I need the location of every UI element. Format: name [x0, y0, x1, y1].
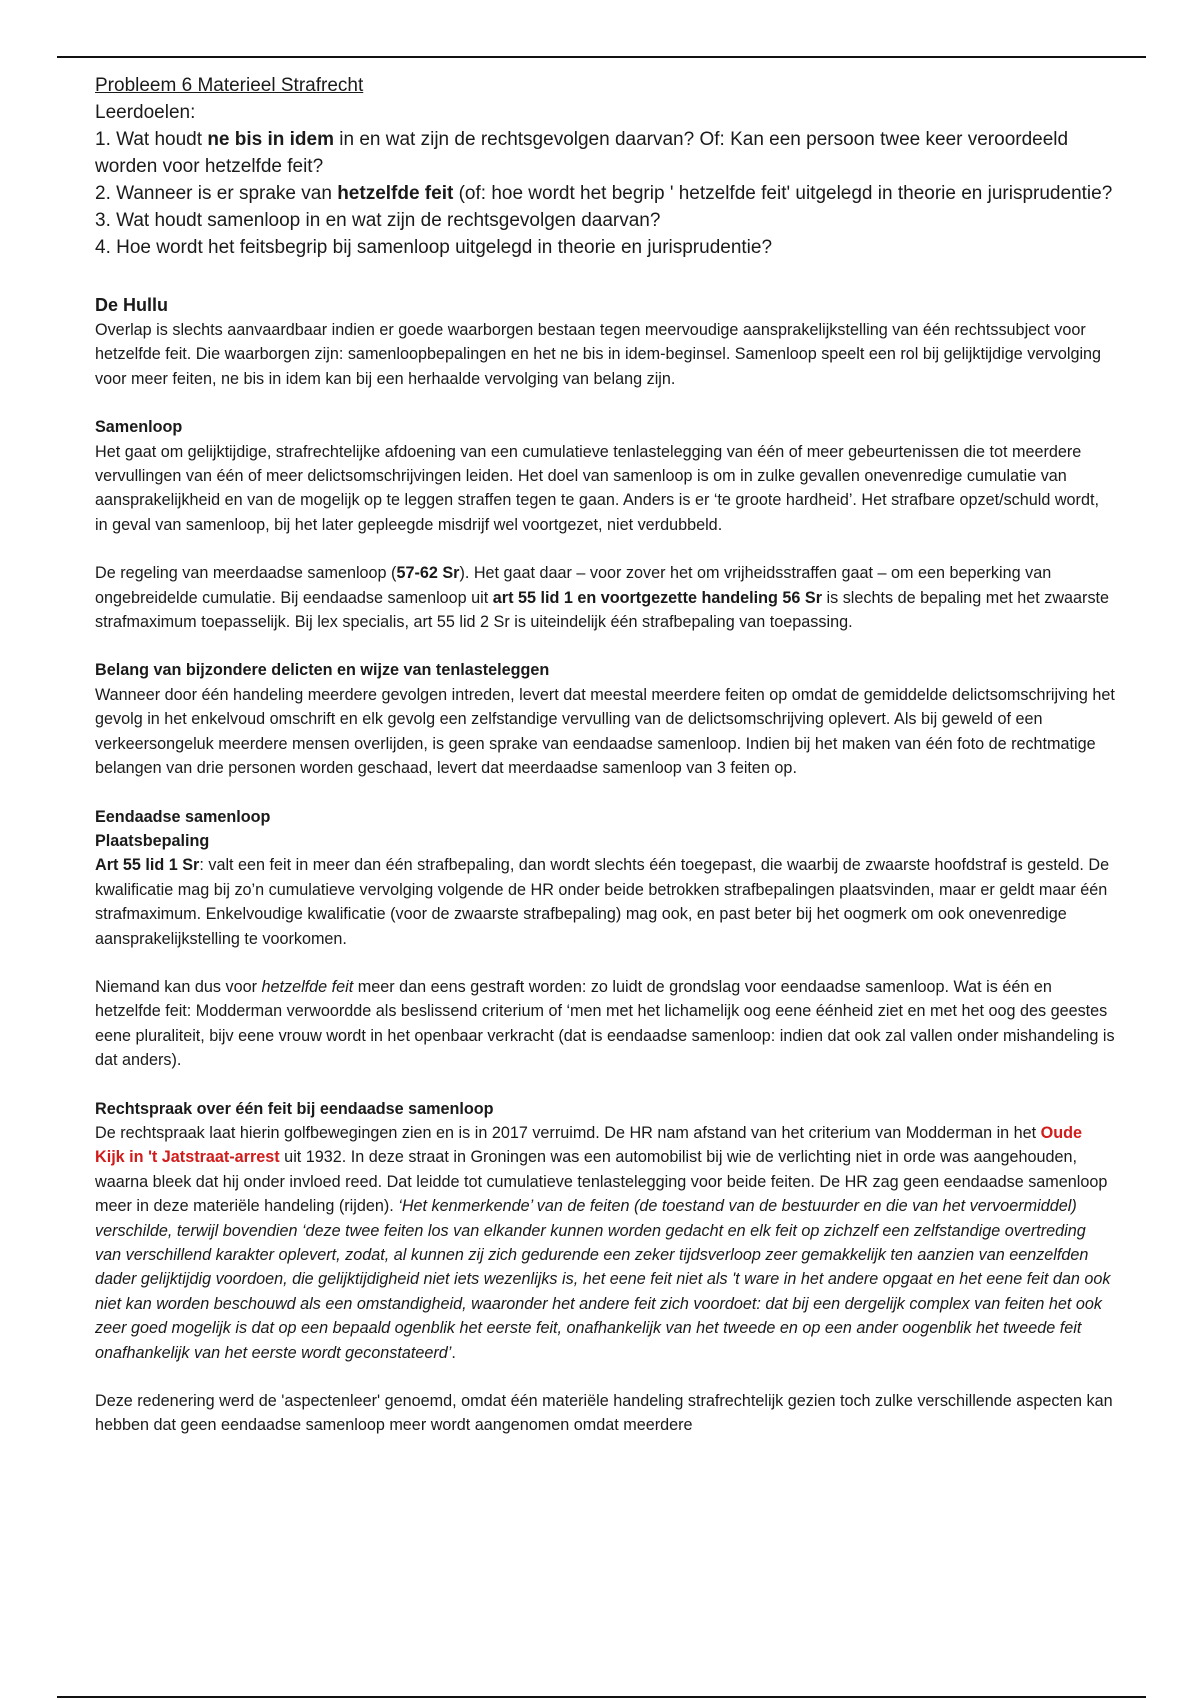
learning-goal-2: 2. Wanneer is er sprake van hetzelfde feit (of: hoe wordt het begrip ' hetzelfde feit' uitgelegd in theorie en jurisprudentie? [95, 183, 1113, 204]
leerdoelen-label: Leerdoelen: [95, 102, 196, 123]
footer-rule [57, 1696, 1146, 1698]
paragraph-de-hullu: Overlap is slechts aanvaardbaar indien er goede waarborgen bestaan tegen meervoudige aansprakelijkstelling van één rechtssubject voor hetzelfde feit. Die waarborgen zijn: samenloopbepalingen en het ne bis in idem-beginsel. Samenloop speelt een rol bij gelijktijdige vervolging voor meer feiten, ne bis in idem kan bij een herhaalde vervolging van belang zijn. [95, 321, 1102, 388]
document-header [95, 72, 1115, 261]
learning-goal-1: 1. Wat houdt ne bis in idem in en wat zijn de rechtsgevolgen daarvan? Of: Kan een persoon twee keer veroordeeld worden voor hetzelfde feit? [95, 129, 1069, 177]
section-heading-samenloop: Samenloop [95, 418, 183, 437]
learning-goal-3: 3. Wat houdt samenloop in en wat zijn de rechtsgevolgen daarvan? [95, 210, 661, 231]
paragraph-rechtspraak-1: De rechtspraak laat hierin golfbewegingen zien en is in 2017 verruimd. De HR nam afstand van het criterium van Modderman in het Oude Kijk in 't Jatstraat-arrest uit 1932. In deze straat in Groningen was een automobilist bij wie de verlichting niet in orde was aangehouden, waarna bleek dat hij onder invloed reed. Dat leidde tot cumulatieve tenlastelegging voor beide feiten. De HR zag geen eendaadse samenloop meer in deze materiële handeling (rijden). ‘Het kenmerkende’ van de feiten (de toestand van de bestuurder en die van het vervoermiddel) verschilde, terwijl bovendien ‘deze twee feiten los van elkander kunnen worden gedacht en elk feit op zichzelf een zelfstandige overtreding van verschillend karakter oplevert, zodat, al kunnen zij zich gedurende een zeker tijdsverloop zeer gemakkelijk ten aanzien van eenzelfden dader gelijktijdig voordoen, die gelijktijdigheid niet iets wezenlijks is, het eene feit niet als 't ware in het andere opgaat en het eene feit dan ook niet kan worden beschouwd als een omstandigheid, waaronder het andere feit zich voordoet: dat bij een dergelijk complex van feiten het ook zeer goed mogelijk is dat op een bepaald ogenblik het eerste feit, onafhankelijk van het tweede en op een ander oogenblik het tweede feit onafhankelijk van het eerste wordt geconstateerd’. [95, 1123, 1111, 1362]
document-title: Probleem 6 Materieel Strafrecht [95, 75, 364, 96]
paragraph-eendaadse-2: Niemand kan dus voor hetzelfde feit meer dan eens gestraft worden: zo luidt de grondslag voor eendaadse samenloop. Wat is één en hetzelfde feit: Modderman verwoordde als beslissend criterium of ‘men met het lichamelijk oog eene éénheid ziet en met het oog des geestes eene pluraliteit, bijv eene vrouw wordt in het openbaar verkracht (dat is eendaadse samenloop: indien dat ook zal vallen onder mishandeling is dat anders). [95, 977, 1115, 1070]
learning-goal-4: 4. Hoe wordt het feitsbegrip bij samenloop uitgelegd in theorie en jurisprudentie? [95, 237, 773, 258]
paragraph-samenloop-2: De regeling van meerdaadse samenloop (57-62 Sr). Het gaat daar – voor zover het om vrijheidsstraffen gaat – om een beperking van ongebreidelde cumulatie. Bij eendaadse samenloop uit art 55 lid 1 en voortgezette handeling 56 Sr is slechts de bepaling met het zwaarste strafmaximum toepasselijk. Bij lex specialis, art 55 lid 2 Sr is uiteindelijk één strafbepaling van toepassing. [95, 564, 1110, 632]
header-rule [57, 56, 1146, 58]
paragraph-belang: Wanneer door één handeling meerdere gevolgen intreden, levert dat meestal meerdere feiten op omdat de gemiddelde delictsomschrijving het gevolg in het enkelvoud omschrift en elk gevolg een zelfstandige vervulling van de delictsomschrijving oplevert. Als bij geweld of een verkeersongeluk meerdere mensen overlijden, is geen sprake van eendaadse samenloop. Indien bij het maken van één foto de rechtmatige belangen van drie personen worden geschaad, levert dat meerdaadse samenloop van 3 feiten op. [95, 685, 1115, 778]
section-heading-rechtspraak: Rechtspraak over één feit bij eendaadse samenloop [95, 1099, 494, 1118]
case-name-highlight: Oude Kijk in 't Jatstraat-arrest [95, 1123, 1083, 1167]
paragraph-eendaadse-1: Art 55 lid 1 Sr: valt een feit in meer dan één strafbepaling, dan wordt slechts één toegepast, die waarbij de zwaarste hoofdstraf is gesteld. De kwalificatie mag bij zo’n cumulatieve vervolging volgende de HR onder beide betrokken strafbepalingen plaatsvinden, maar er geldt maar één strafmaximum. Enkelvoudige kwalificatie (voor de zwaarste strafbepaling) mag ook, en past beter bij het oogmerk om ook onevenredige aansprakelijkstelling te voorkomen. [95, 856, 1110, 948]
paragraph-samenloop-1: Het gaat om gelijktijdige, strafrechtelijke afdoening van een cumulatieve tenlastelegging van één of meer gebeurtenissen die tot meerdere vervullingen van één of meer delictsomschrijvingen leiden. Het doel van samenloop is om in zulke gevallen onevenredige cumulatie van aansprakelijkheid en van de mogelijk op te leggen straffen tegen te gaan. Anders is er ‘te groote hardheid’. Het strafbare opzet/schuld wordt, in geval van samenloop, bij het later gepleegde misdrijf wel voortgezet, niet verdubbeld. [95, 442, 1099, 534]
paragraph-rechtspraak-2: Deze redenering werd de 'aspectenleer' genoemd, omdat één materiële handeling strafrechtelijk gezien toch zulke verschillende aspecten kan hebben dat geen eendaadse samenloop meer wordt aangenomen omdat meerdere [95, 1392, 1113, 1435]
section-heading-eendaadse: Eendaadse samenloop [95, 807, 271, 826]
section-heading-de-hullu: De Hullu [95, 295, 169, 315]
subheading-plaatsbepaling: Plaatsbepaling [95, 831, 210, 850]
section-heading-belang: Belang van bijzondere delicten en wijze van tenlasteleggen [95, 661, 550, 680]
document-page [95, 72, 1115, 1438]
